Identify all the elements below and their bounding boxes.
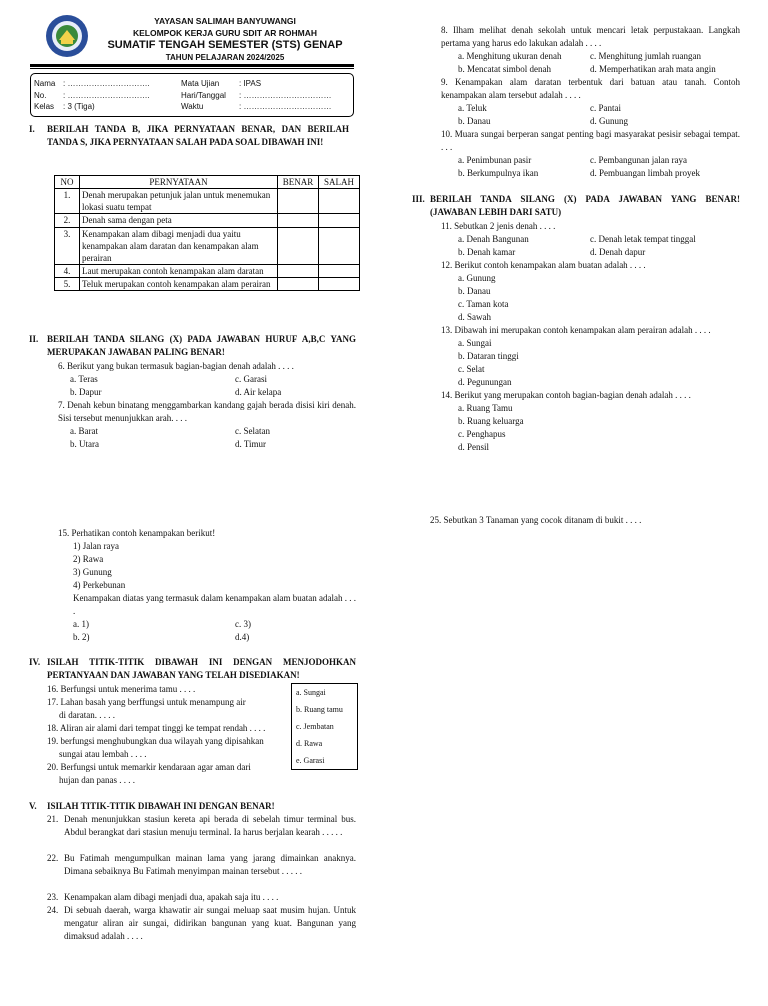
section-5-title: ISILAH TITIK-TITIK DIBAWAH INI DENGAN BENAR! [47, 801, 275, 811]
mapel-value: : IPAS [239, 79, 262, 88]
question-8: 8. Ilham melihat denah sekolah untuk mencari letak perpustakaan. Langkah pertama yang harus edo lakukan adalah . . . . [441, 25, 740, 48]
benar-answer-cell[interactable] [278, 214, 319, 227]
q14-option-a[interactable]: a. Ruang Tamu [458, 403, 513, 413]
q15-option-a[interactable]: a. 1) [73, 619, 89, 629]
q6-option-d[interactable]: d. Air kelapa [235, 387, 282, 397]
table-row [55, 278, 360, 291]
q11-option-c[interactable]: c. Denah letak tempat tinggal [590, 234, 696, 244]
q13-option-c[interactable]: c. Selat [458, 364, 485, 374]
q6-option-c[interactable]: c. Garasi [235, 374, 267, 384]
q15-option-c[interactable]: c. 3) [235, 619, 251, 629]
q15-list-item: 1) Jalan raya [73, 541, 119, 551]
q10-option-a[interactable]: a. Penimbunan pasir [458, 155, 532, 165]
q11-option-a[interactable]: a. Denah Bangunan [458, 234, 529, 244]
student-identity-box [30, 73, 354, 117]
q10-option-d[interactable]: d. Pembuangan limbah proyek [590, 168, 700, 178]
benar-answer-cell[interactable] [278, 264, 319, 277]
row-no: 4. [55, 264, 80, 277]
q14-option-d[interactable]: d. Pensil [458, 442, 490, 452]
foundation-name: YAYASAN SALIMAH BANYUWANGI [154, 16, 296, 26]
q15-list-item: 4) Perkebunan [73, 580, 126, 590]
question-22: Bu Fatimah mengumpulkan mainan lama yang jarang dimainkan anaknya. Dimana sebaiknya Bu Fatimah menyimpan mainan tersebut . . . . . [64, 853, 356, 876]
section-1-title: BERILAH TANDA B, JIKA PERNYATAAN BENAR, DAN BERILAH TANDA S, JIKA PERNYATAAN SALAH PADA SOAL DIBAWAH INI! [47, 124, 349, 147]
answer-option: b. Ruang tamu [296, 704, 343, 714]
q9-option-b[interactable]: b. Danau [458, 116, 491, 126]
nama-field[interactable]: : …………………………. [63, 79, 150, 88]
answer-option: e. Garasi [296, 755, 325, 765]
section-5-heading [29, 800, 356, 813]
q9-option-a[interactable]: a. Teluk [458, 103, 487, 113]
col-salah-header: SALAH [319, 176, 360, 189]
q13-option-a[interactable]: a. Sungai [458, 338, 492, 348]
question-16: 16. Berfungsi untuk menerima tamu . . . . [47, 684, 196, 694]
row-statement: Teluk merupakan contoh kenampakan alam perairan [80, 278, 278, 291]
q10-option-c[interactable]: c. Pembangunan jalan raya [590, 155, 687, 165]
question-6: 6. Berikut yang bukan termasuk bagian-bagian denah adalah . . . . [58, 361, 294, 371]
table-row [55, 264, 360, 277]
q8-option-a[interactable]: a. Menghitung ukuran denah [458, 51, 562, 61]
section-3-title: PADA JAWABAN YANG BENAR! (JAWABAN LEBIH DARI SATU) [430, 194, 740, 217]
salah-answer-cell[interactable] [319, 278, 360, 291]
section-4-numeral: IV. [29, 657, 41, 667]
section-4-heading [29, 656, 356, 682]
q12-option-a[interactable]: a. Gunung [458, 273, 496, 283]
question-23: Kenampakan alam dibagi menjadi dua, apakah saja itu . . . . [64, 892, 279, 902]
col-no-header: NO [55, 176, 80, 189]
answer-option: c. Jembatan [296, 721, 334, 731]
row-no: 1. [55, 189, 80, 214]
q10-option-b[interactable]: b. Berkumpulnya ikan [458, 168, 539, 178]
q15-option-d[interactable]: d.4) [235, 632, 250, 642]
question-12: 12. Berikut contoh kenampakan alam buatan adalah . . . . [441, 260, 646, 270]
question-20: 20. Berfungsi untuk memarkir kendaraan agar aman dari [47, 762, 251, 772]
question-18: 18. Aliran air alami dari tempat tinggi ke tempat rendah . . . . [47, 723, 266, 733]
salah-answer-cell[interactable] [319, 189, 360, 214]
q7-option-c[interactable]: c. Selatan [235, 426, 270, 436]
row-statement: Denah merupakan petunjuk jalan untuk menemukan lokasi suatu tempat [80, 189, 278, 214]
row-statement: Kenampakan alam dibagi menjadi dua yaitu kenampakan alam daratan dan kenampakan alam perairan [80, 227, 278, 264]
benar-answer-cell[interactable] [278, 278, 319, 291]
question-10: 10. Muara sungai berperan sangat penting bagi masyarakat pesisir sebagai tempat. . . . [441, 129, 740, 152]
q14-option-b[interactable]: b. Ruang keluarga [458, 416, 524, 426]
question-24-number: 24. [47, 905, 59, 915]
matching-answer-box [291, 683, 358, 770]
answer-option: d. Rawa [296, 738, 323, 748]
col-benar-header: BENAR [278, 176, 319, 189]
question-14: 14. Berikut yang merupakan contoh bagian-bagian denah adalah . . . . [441, 390, 691, 400]
statement-table [54, 175, 360, 291]
section-2-numeral: II. [29, 334, 39, 344]
q12-option-b[interactable]: b. Danau [458, 286, 491, 296]
q7-option-a[interactable]: a. Barat [70, 426, 98, 436]
row-no: 2. [55, 214, 80, 227]
benar-answer-cell[interactable] [278, 189, 319, 214]
row-no: 5. [55, 278, 80, 291]
q6-option-a[interactable]: a. Teras [70, 374, 98, 384]
question-24: Di sebuah daerah, warga khawatir air sungai meluap saat musim hujan. Untuk mengatur aliran air sungai, didirikan bangunan yang kuat. Bangunan yang dimaksud adalah . . . . [64, 905, 356, 941]
section-3-numeral: III. [412, 194, 425, 204]
q15-stem: Kenampakan diatas yang termasuk dalam kenampakan alam buatan adalah . . . . [73, 593, 356, 616]
no-label: No. [34, 90, 47, 100]
exam-title: SUMATIF TENGAH SEMESTER (STS) GENAP [107, 39, 343, 51]
question-7: 7. Denah kebun binatang menggambarkan kandang gajah berada disisi kiri denah. Sisi tersebut menunjukkan arah. . . . [58, 400, 356, 423]
mapel-label: Mata Ujian [181, 79, 220, 88]
section-5-numeral: V. [29, 801, 37, 811]
question-21: Denah menunjukkan stasiun kereta api berada di sebelah timur terminal bus. Abdul berangkat dari stasiun menuju terminal. Ia harus berjalan kearah . . . . . [64, 814, 356, 837]
q12-option-c[interactable]: c. Taman kota [458, 299, 509, 309]
question-21-number: 21. [47, 814, 59, 824]
academic-year: TAHUN PELAJARAN 2024/2025 [165, 53, 285, 62]
q6-option-b[interactable]: b. Dapur [70, 387, 102, 397]
kelas-value: : 3 (Tiga) [63, 102, 95, 112]
question-11: 11. Sebutkan 2 jenis denah . . . . [441, 221, 556, 231]
question-23-number: 23. [47, 892, 59, 902]
hari-label: Hari/Tanggal [181, 90, 226, 100]
q9-option-d[interactable]: d. Gunung [590, 116, 628, 126]
q11-option-d[interactable]: d. Denah dapur [590, 247, 646, 257]
q13-option-b[interactable]: b. Dataran tinggi [458, 351, 519, 361]
q8-option-b[interactable]: b. Mencatat simbol denah [458, 64, 551, 74]
row-no: 3. [55, 227, 80, 264]
benar-answer-cell[interactable] [278, 227, 319, 264]
table-row [55, 214, 360, 227]
question-20-cont: hujan dan panas . . . . [59, 775, 135, 785]
question-19-cont: sungai atau lembah . . . . [59, 749, 147, 759]
section-2-title: BERILAH TANDA SILANG (X) PADA JAWABAN HURUF A,B,C YANG MERUPAKAN JAWABAN PALING BENAR! [47, 334, 356, 357]
table-row [55, 189, 360, 214]
q12-option-d[interactable]: d. Sawah [458, 312, 491, 322]
no-field[interactable]: : …………………………. [63, 90, 150, 100]
q7-option-b[interactable]: b. Utara [70, 439, 99, 449]
waktu-field[interactable]: : …………………………… [239, 102, 332, 112]
q14-option-c[interactable]: c. Penghapus [458, 429, 506, 439]
answer-option: a. Sungai [296, 687, 326, 697]
q15-list-item: 3) Gunung [73, 567, 112, 577]
q15-option-b[interactable]: b. 2) [73, 632, 90, 642]
hari-field[interactable]: : …………………………… [239, 90, 332, 100]
q9-option-c[interactable]: c. Pantai [590, 103, 621, 113]
q11-option-b[interactable]: b. Denah kamar [458, 247, 516, 257]
row-statement: Laut merupakan contoh kenampakan alam daratan [80, 264, 278, 277]
nama-label: Nama [34, 79, 56, 88]
header-rule-thick [30, 64, 354, 67]
question-17: 17. Lahan basah yang berffungsi untuk menampung air [47, 697, 246, 707]
question-15: 15. Perhatikan contoh kenampakan berikut! [58, 528, 216, 538]
question-19: 19. berfungsi menghubungkan dua wilayah yang dipisahkan [47, 736, 264, 746]
waktu-label: Waktu [181, 102, 204, 112]
question-13: 13. Dibawah ini merupakan contoh kenampakan alam perairan adalah . . . . [441, 325, 711, 335]
question-17-cont: di daratan. . . . . [59, 710, 115, 720]
q15-list-item: 2) Rawa [73, 554, 104, 564]
kelas-label: Kelas [34, 102, 55, 112]
header-rule-thin [30, 68, 354, 69]
section-3-heading [412, 193, 740, 219]
school-logo-icon [45, 14, 89, 58]
salah-answer-cell[interactable] [319, 227, 360, 264]
salah-answer-cell[interactable] [319, 264, 360, 277]
q7-option-d[interactable]: d. Timur [235, 439, 267, 449]
question-22-number: 22. [47, 853, 59, 863]
school-group-name: KELOMPOK KERJA GURU SDIT AR ROHMAH [132, 28, 317, 38]
col-statement-header: PERNYATAAN [80, 176, 278, 189]
salah-answer-cell[interactable] [319, 214, 360, 227]
question-9: 9. Kenampakan alam daratan terbentuk dari batuan atau tanah. Contoh kenampakan alam tersebut adalah . . . . [441, 77, 740, 100]
q13-option-d[interactable]: d. Pegunungan [458, 377, 512, 387]
row-statement: Denah sama dengan peta [80, 214, 278, 227]
section-2-heading [29, 333, 356, 359]
table-row [55, 227, 360, 264]
section-3-title-lead: BERILAH TANDA SILANG (X) [430, 194, 577, 204]
q8-option-d[interactable]: d. Memperhatikan arah mata angin [590, 64, 716, 74]
section-1-numeral: I. [29, 124, 35, 134]
section-1-heading [29, 123, 349, 149]
q8-option-c[interactable]: c. Menghitung jumlah ruangan [590, 51, 701, 61]
table-header-row [55, 176, 360, 189]
question-25: 25. Sebutkan 3 Tanaman yang cocok ditanam di bukit . . . . [430, 515, 642, 525]
section-4-title: ISILAH TITIK-TITIK DIBAWAH INI DENGAN MENJODOHKAN PERTANYAAN DAN JAWABAN YANG TELAH DISEDIAKAN! [47, 657, 356, 680]
